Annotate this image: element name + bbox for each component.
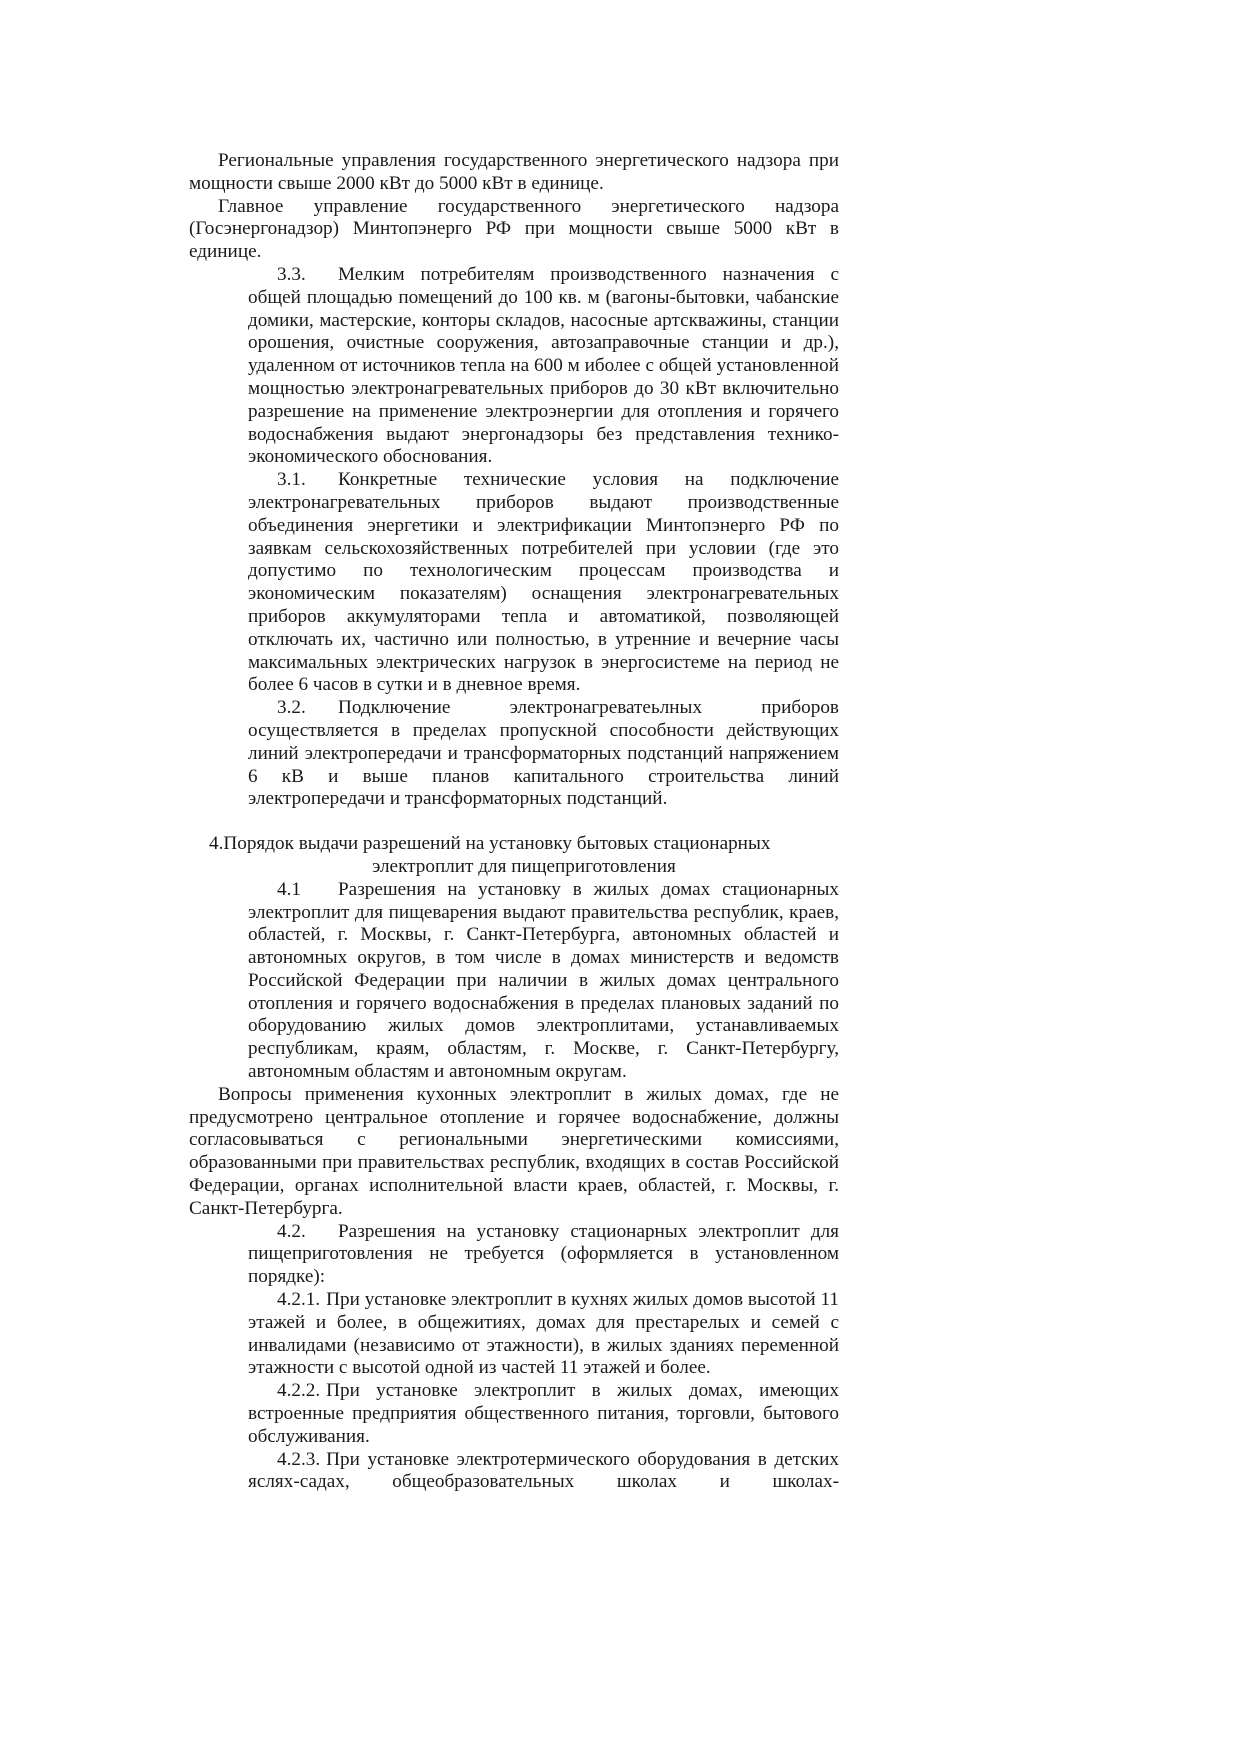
- item-number: 4.2.3.: [277, 1448, 321, 1470]
- list-item-4-2-1: [248, 1289, 839, 1380]
- item-number: 4.1: [277, 878, 301, 900]
- item-text: Разрешения на установку в жилых домах стационарных электроплит для пищеварения выдают правительства республик, краев, областей, г. Москвы, г. Санкт-Петербурга, автономных областей и автономных округов, в том числе в домах министерств и ведомств Российской Федерации при наличии в жилых домах центрального отопления и горячего водоснабжения в пределах плановых заданий по оборудованию жилых домов электроплитами, устанавливаемых республикам, краям, областям, г. Москве, г. Санкт-Петербургу, автономным областям и автономным округам.: [248, 878, 839, 1083]
- item-number: 4.2.: [277, 1220, 306, 1242]
- paragraph-main-office: Главное управление государственного энергетического надзора (Госэнергонадзор) Минтопэнерго РФ при мощности свыше 5000 кВт в единице.: [189, 195, 839, 263]
- item-number: 4.2.1.: [277, 1289, 321, 1311]
- list-item-4-2: [248, 1221, 839, 1289]
- list-item-4-2-2: [248, 1380, 839, 1448]
- spacer: [189, 811, 839, 833]
- item-text: При установке электроплит в жилых домах, имеющих встроенные предприятия общественного питания, торговли, бытового обслуживания.: [248, 1380, 839, 1447]
- item-text: Подключение электронагреватеьлных приборов осуществляется в пределах пропускной способности действующих линий электропередачи и трансформаторных подстанций напряжением 6 кВ и выше планов капитального строительства линий электропередачи и трансформаторных подстанций.: [248, 697, 839, 810]
- heading-line-2: электроплит для пищеприготовления: [372, 855, 676, 877]
- list-item-3-2: [248, 697, 839, 811]
- list-item-3-1: [248, 469, 839, 697]
- item-number: 4.2.2.: [277, 1380, 321, 1402]
- item-number: 3.1.: [277, 469, 306, 491]
- item-number: 3.3.: [277, 263, 306, 285]
- paragraph-kitchen-stoves: Вопросы применения кухонных электроплит в жилых домах, где не предусмотрено центральное отопление и горячее водоснабжение, должны согласовываться с региональными энергетическими комиссиями, образованными при правительствах республик, входящих в состав Российской Федерации, органах исполнительной власти краев, областей, г. Москвы, г. Санкт-Петербурга.: [189, 1083, 839, 1219]
- item-text: При установке электротермического оборудования в детских яслях-садах, общеобразовательных школах и школах-: [248, 1448, 839, 1493]
- list-item-4-1: [248, 879, 839, 1084]
- item-number: 3.2.: [277, 697, 306, 719]
- heading-line-1: 4.Порядок выдачи разрешений на установку бытовых стационарных: [209, 833, 771, 855]
- item-text: Конкретные технические условия на подключение электронагревательных приборов выдают производственные объединения энергетики и электрификации Минтопэнерго РФ по заявкам сельскохозяйственных потребителей при условии (где это допустимо по технологическим процессам производства и экономическим показателям) оснащения электронагревательных приборов аккумуляторами тепла и автоматикой, позволяющей отключать их, частично или полностью, в утренние и вечерние часы максимальных электрических нагрузок в энергосистеме на период не более 6 часов в сутки и в дневное время.: [248, 469, 839, 696]
- section-heading: [189, 833, 839, 879]
- item-text: Мелким потребителям производственного назначения с общей площадью помещений до 100 кв. м (вагоны-бытовки, чабанские домики, мастерские, конторы складов, насосные артскважины, станции орошения, очистные сооружения, автозаправочные станции и др.), удаленном от источников тепла на 600 м иболее с общей установленной мощностью электронагревательных приборов до 30 кВт включительно разрешение на применение электроэнергии для отопления и горячего водоснабжения выдают энергонадзоры без представления технико-экономического обоснования.: [248, 263, 839, 468]
- paragraph-regional-offices: Региональные управления государственного энергетического надзора при мощности свыше 2000 кВт до 5000 кВт в единице.: [189, 150, 839, 194]
- item-text: Разрешения на установку стационарных электроплит для пищеприготовления не требуется (оформляется в установленном порядке):: [248, 1220, 839, 1288]
- document-body: [189, 150, 839, 1494]
- list-item-3-3: [248, 264, 839, 469]
- list-item-4-2-3: [248, 1449, 839, 1495]
- item-text: При установке электроплит в кухнях жилых домов высотой 11 этажей и более, в общежитиях, домах для престарелых и семей с инвалидами (независимо от этажности), в жилых зданиях переменной этажности с высотой одной из частей 11 этажей и более.: [248, 1289, 839, 1379]
